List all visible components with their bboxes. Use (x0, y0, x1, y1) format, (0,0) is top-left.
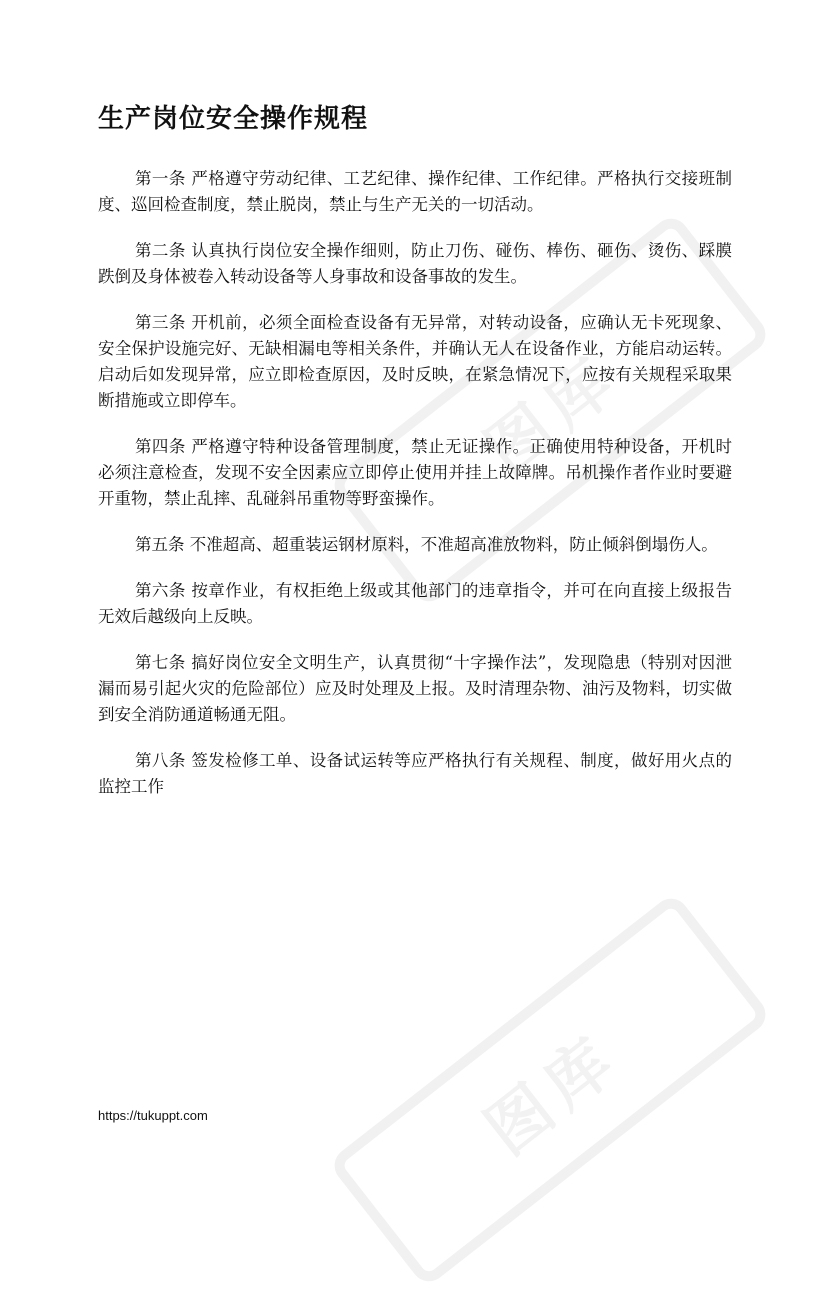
watermark-logo: 图库 (327, 892, 772, 1289)
article-1: 第一条 严格遵守劳动纪律、工艺纪律、操作纪律、工作纪律。严格执行交接班制度、巡回检查制度，禁止脱岗，禁止与生产无关的一切活动。 (98, 169, 732, 214)
watermark-logo: 图库 (327, 212, 772, 609)
document-body (98, 166, 732, 820)
footer-url: https://tukuppt.com (98, 1108, 208, 1123)
article-3: 第三条 开机前，必须全面检查设备有无异常，对转动设备，应确认无卡死现象、安全保护设施完好、无缺相漏电等相关条件，并确认无人在设备作业，方能启动运转。启动后如发现异常，应立即检查原因，及时反映，在紧急情况下，应按有关规程采取果断措施或立即停车。 (98, 313, 732, 410)
article-8: 第八条 签发检修工单、设备试运转等应严格执行有关规程、制度，做好用火点的监控工作 (98, 751, 732, 796)
article-2: 第二条 认真执行岗位安全操作细则，防止刀伤、碰伤、棒伤、砸伤、烫伤、踩膜跌倒及身体被卷入转动设备等人身事故和设备事故的发生。 (98, 241, 732, 286)
article-4: 第四条 严格遵守特种设备管理制度，禁止无证操作。正确使用特种设备，开机时必须注意检查，发现不安全因素应立即停止使用并挂上故障牌。吊机操作者作业时要避开重物，禁止乱摔、乱碰斜吊重物等野蛮操作。 (98, 437, 732, 508)
page-title: 生产岗位安全操作规程 (98, 104, 369, 134)
article-6: 第六条 按章作业，有权拒绝上级或其他部门的违章指令，并可在向直接上级报告无效后越级向上反映。 (98, 581, 732, 626)
article-7: 第七条 搞好岗位安全文明生产，认真贯彻“十字操作法”，发现隐患（特别对因泄漏而易引起火灾的危险部位）应及时处理及上报。及时清理杂物、油污及物料，切实做到安全消防通道畅通无阻。 (98, 653, 732, 724)
article-5: 第五条 不准超高、超重装运钢材原料，不准超高准放物料，防止倾斜倒塌伤人。 (135, 535, 718, 554)
